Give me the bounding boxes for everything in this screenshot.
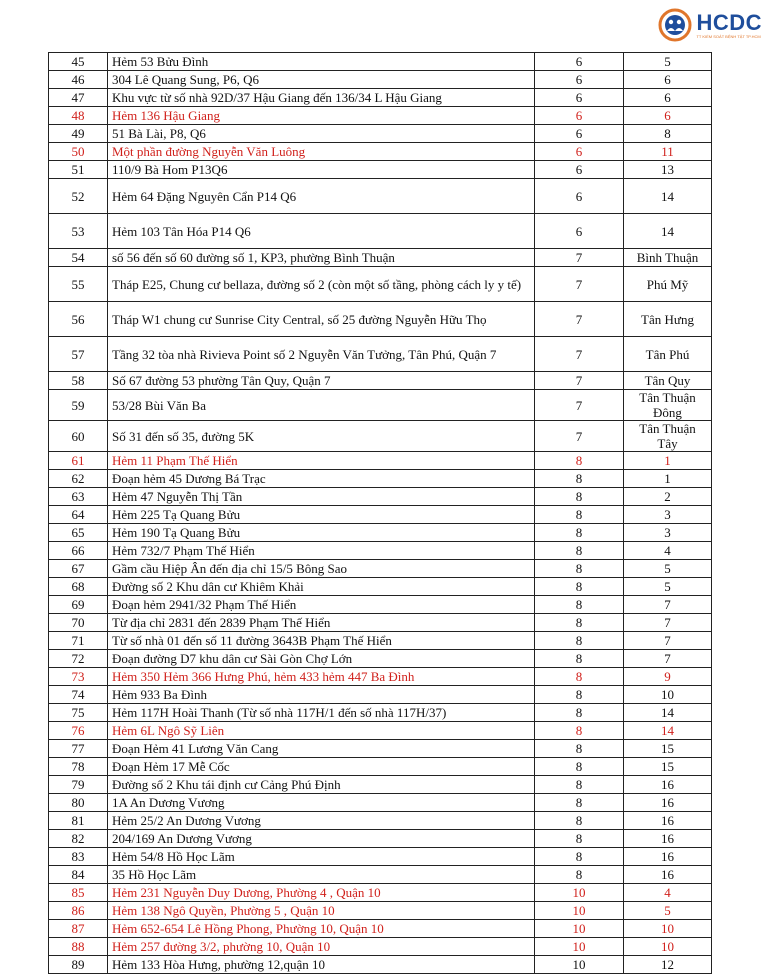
- district-cell: 7: [535, 390, 624, 421]
- ward-cell: 16: [624, 812, 712, 830]
- location-cell: Hẻm 103 Tân Hóa P14 Q6: [108, 214, 535, 249]
- location-cell: Hẻm 54/8 Hồ Học Lãm: [108, 848, 535, 866]
- location-cell: Số 67 đường 53 phường Tân Quy, Quận 7: [108, 372, 535, 390]
- district-cell: 8: [535, 686, 624, 704]
- table-row: [49, 421, 712, 452]
- ward-cell: 10: [624, 686, 712, 704]
- district-cell: 7: [535, 421, 624, 452]
- row-number-cell: 50: [49, 143, 108, 161]
- ward-cell: 2: [624, 488, 712, 506]
- table-row: [49, 470, 712, 488]
- district-cell: 8: [535, 758, 624, 776]
- district-cell: 6: [535, 143, 624, 161]
- ward-cell: 5: [624, 560, 712, 578]
- ward-cell: 7: [624, 596, 712, 614]
- district-cell: 8: [535, 704, 624, 722]
- table-row: [49, 506, 712, 524]
- table-row: [49, 390, 712, 421]
- ward-cell: 14: [624, 179, 712, 214]
- location-cell: số 56 đến số 60 đường số 1, KP3, phường Bình Thuận: [108, 249, 535, 267]
- district-cell: 7: [535, 267, 624, 302]
- table-row: [49, 740, 712, 758]
- row-number-cell: 60: [49, 421, 108, 452]
- location-cell: 304 Lê Quang Sung, P6, Q6: [108, 71, 535, 89]
- row-number-cell: 45: [49, 53, 108, 71]
- district-cell: 8: [535, 596, 624, 614]
- location-cell: Tháp E25, Chung cư bellaza, đường số 2 (còn một số tầng, phòng cách ly y tế): [108, 267, 535, 302]
- ward-cell: 15: [624, 758, 712, 776]
- ward-cell: 5: [624, 902, 712, 920]
- table-row: [49, 668, 712, 686]
- district-cell: 6: [535, 107, 624, 125]
- table-row: [49, 71, 712, 89]
- ward-cell: 16: [624, 830, 712, 848]
- table-row: [49, 578, 712, 596]
- location-cell: Hẻm 257 đường 3/2, phường 10, Quận 10: [108, 938, 535, 956]
- location-cell: Hẻm 136 Hậu Giang: [108, 107, 535, 125]
- location-cell: Đoạn Hẻm 41 Lương Văn Cang: [108, 740, 535, 758]
- ward-cell: Tân Hưng: [624, 302, 712, 337]
- row-number-cell: 84: [49, 866, 108, 884]
- district-cell: 8: [535, 632, 624, 650]
- table-row: [49, 722, 712, 740]
- district-cell: 8: [535, 542, 624, 560]
- table-row: [49, 488, 712, 506]
- table-row: [49, 956, 712, 974]
- row-number-cell: 83: [49, 848, 108, 866]
- logo-text: HCDC: [696, 9, 762, 35]
- ward-cell: 7: [624, 650, 712, 668]
- ward-cell: 1: [624, 452, 712, 470]
- table-row: [49, 267, 712, 302]
- row-number-cell: 75: [49, 704, 108, 722]
- ward-cell: 14: [624, 722, 712, 740]
- hcdc-emblem-icon: [658, 8, 692, 42]
- location-cell: Từ địa chỉ 2831 đến 2839 Phạm Thế Hiển: [108, 614, 535, 632]
- row-number-cell: 85: [49, 884, 108, 902]
- location-cell: Hẻm 117H Hoài Thanh (Từ số nhà 117H/1 đến số nhà 117H/37): [108, 704, 535, 722]
- row-number-cell: 72: [49, 650, 108, 668]
- table-row: [49, 650, 712, 668]
- row-number-cell: 81: [49, 812, 108, 830]
- row-number-cell: 54: [49, 249, 108, 267]
- table-row: [49, 249, 712, 267]
- location-cell: Hẻm 190 Tạ Quang Bửu: [108, 524, 535, 542]
- row-number-cell: 63: [49, 488, 108, 506]
- ward-cell: Tân Quy: [624, 372, 712, 390]
- ward-cell: 8: [624, 125, 712, 143]
- table-row: [49, 107, 712, 125]
- ward-cell: 5: [624, 53, 712, 71]
- table-row: [49, 161, 712, 179]
- row-number-cell: 87: [49, 920, 108, 938]
- location-cell: Đường số 2 Khu dân cư Khiêm Khải: [108, 578, 535, 596]
- hcdc-logo: [658, 8, 762, 42]
- district-cell: 6: [535, 161, 624, 179]
- district-cell: 8: [535, 848, 624, 866]
- district-cell: 10: [535, 938, 624, 956]
- row-number-cell: 76: [49, 722, 108, 740]
- row-number-cell: 51: [49, 161, 108, 179]
- table-row: [49, 125, 712, 143]
- district-cell: 8: [535, 830, 624, 848]
- location-cell: Hẻm 133 Hòa Hưng, phường 12,quận 10: [108, 956, 535, 974]
- table-row: [49, 143, 712, 161]
- row-number-cell: 46: [49, 71, 108, 89]
- ward-cell: 3: [624, 524, 712, 542]
- location-table: [48, 52, 712, 974]
- table-row: [49, 560, 712, 578]
- location-cell: Hẻm 25/2 An Dương Vương: [108, 812, 535, 830]
- table-row: [49, 302, 712, 337]
- ward-cell: Tân Thuận Đông: [624, 390, 712, 421]
- district-cell: 6: [535, 53, 624, 71]
- ward-cell: 5: [624, 578, 712, 596]
- location-cell: Hẻm 652-654 Lê Hồng Phong, Phường 10, Quận 10: [108, 920, 535, 938]
- district-cell: 10: [535, 884, 624, 902]
- table-row: [49, 89, 712, 107]
- location-cell: Số 31 đến số 35, đường 5K: [108, 421, 535, 452]
- table-row: [49, 214, 712, 249]
- district-cell: 8: [535, 794, 624, 812]
- district-cell: 6: [535, 125, 624, 143]
- row-number-cell: 58: [49, 372, 108, 390]
- row-number-cell: 80: [49, 794, 108, 812]
- table-row: [49, 452, 712, 470]
- table-row: [49, 866, 712, 884]
- district-cell: 7: [535, 372, 624, 390]
- district-cell: 10: [535, 956, 624, 974]
- ward-cell: 6: [624, 71, 712, 89]
- location-cell: 204/169 An Dương Vương: [108, 830, 535, 848]
- row-number-cell: 77: [49, 740, 108, 758]
- row-number-cell: 62: [49, 470, 108, 488]
- row-number-cell: 78: [49, 758, 108, 776]
- district-cell: 8: [535, 740, 624, 758]
- row-number-cell: 67: [49, 560, 108, 578]
- table-row: [49, 686, 712, 704]
- table-row: [49, 372, 712, 390]
- row-number-cell: 47: [49, 89, 108, 107]
- location-cell: Khu vực từ số nhà 92D/37 Hậu Giang đến 136/34 L Hậu Giang: [108, 89, 535, 107]
- ward-cell: 13: [624, 161, 712, 179]
- row-number-cell: 89: [49, 956, 108, 974]
- table-row: [49, 179, 712, 214]
- district-cell: 8: [535, 506, 624, 524]
- district-cell: 6: [535, 214, 624, 249]
- row-number-cell: 79: [49, 776, 108, 794]
- row-number-cell: 70: [49, 614, 108, 632]
- row-number-cell: 69: [49, 596, 108, 614]
- location-cell: Gầm cầu Hiệp Ân đến địa chỉ 15/5 Bông Sao: [108, 560, 535, 578]
- row-number-cell: 52: [49, 179, 108, 214]
- ward-cell: 11: [624, 143, 712, 161]
- table-row: [49, 848, 712, 866]
- district-cell: 6: [535, 71, 624, 89]
- table-row: [49, 830, 712, 848]
- location-cell: 51 Bà Lài, P8, Q6: [108, 125, 535, 143]
- table-row: [49, 524, 712, 542]
- district-cell: 10: [535, 902, 624, 920]
- district-cell: 8: [535, 668, 624, 686]
- location-cell: Hẻm 225 Tạ Quang Bửu: [108, 506, 535, 524]
- table-row: [49, 542, 712, 560]
- row-number-cell: 66: [49, 542, 108, 560]
- table-row: [49, 53, 712, 71]
- district-cell: 7: [535, 337, 624, 372]
- row-number-cell: 48: [49, 107, 108, 125]
- row-number-cell: 86: [49, 902, 108, 920]
- district-cell: 7: [535, 249, 624, 267]
- table-row: [49, 920, 712, 938]
- location-cell: Đoạn đường D7 khu dân cư Sài Gòn Chợ Lớn: [108, 650, 535, 668]
- location-cell: Đoạn hẻm 45 Dương Bá Trạc: [108, 470, 535, 488]
- table-row: [49, 776, 712, 794]
- ward-cell: 6: [624, 107, 712, 125]
- ward-cell: Tân Phú: [624, 337, 712, 372]
- location-cell: 1A An Dương Vương: [108, 794, 535, 812]
- location-cell: Đoạn hẻm 2941/32 Phạm Thế Hiển: [108, 596, 535, 614]
- ward-cell: 6: [624, 89, 712, 107]
- location-cell: Một phần đường Nguyễn Văn Luông: [108, 143, 535, 161]
- location-cell: Hẻm 138 Ngô Quyền, Phường 5 , Quận 10: [108, 902, 535, 920]
- ward-cell: 16: [624, 776, 712, 794]
- row-number-cell: 65: [49, 524, 108, 542]
- district-cell: 8: [535, 866, 624, 884]
- ward-cell: 15: [624, 740, 712, 758]
- location-cell: Hẻm 231 Nguyễn Duy Dương, Phường 4 , Quận 10: [108, 884, 535, 902]
- location-cell: Hẻm 6L Ngô Sỹ Liên: [108, 722, 535, 740]
- row-number-cell: 56: [49, 302, 108, 337]
- location-cell: Đoạn Hẻm 17 Mễ Cốc: [108, 758, 535, 776]
- ward-cell: 12: [624, 956, 712, 974]
- location-cell: 110/9 Bà Hom P13Q6: [108, 161, 535, 179]
- ward-cell: 7: [624, 632, 712, 650]
- row-number-cell: 55: [49, 267, 108, 302]
- ward-cell: 1: [624, 470, 712, 488]
- district-cell: 8: [535, 776, 624, 794]
- row-number-cell: 74: [49, 686, 108, 704]
- location-cell: Hẻm 11 Phạm Thế Hiển: [108, 452, 535, 470]
- district-cell: 8: [535, 812, 624, 830]
- district-cell: 6: [535, 179, 624, 214]
- row-number-cell: 49: [49, 125, 108, 143]
- ward-cell: 10: [624, 938, 712, 956]
- row-number-cell: 57: [49, 337, 108, 372]
- district-cell: 8: [535, 524, 624, 542]
- ward-cell: Tân Thuận Tây: [624, 421, 712, 452]
- table-row: [49, 614, 712, 632]
- ward-cell: 14: [624, 704, 712, 722]
- district-cell: 8: [535, 650, 624, 668]
- location-cell: Đường số 2 Khu tái định cư Cảng Phú Định: [108, 776, 535, 794]
- table-row: [49, 902, 712, 920]
- table-row: [49, 337, 712, 372]
- ward-cell: 16: [624, 848, 712, 866]
- ward-cell: 16: [624, 794, 712, 812]
- location-cell: Từ số nhà 01 đến số 11 đường 3643B Phạm Thế Hiển: [108, 632, 535, 650]
- district-cell: 8: [535, 488, 624, 506]
- district-cell: 7: [535, 302, 624, 337]
- ward-cell: 9: [624, 668, 712, 686]
- location-cell: Tháp W1 chung cư Sunrise City Central, số 25 đường Nguyễn Hữu Thọ: [108, 302, 535, 337]
- district-cell: 8: [535, 578, 624, 596]
- table-row: [49, 794, 712, 812]
- district-cell: 8: [535, 722, 624, 740]
- table-row: [49, 812, 712, 830]
- ward-cell: 14: [624, 214, 712, 249]
- location-cell: Hẻm 53 Bửu Đình: [108, 53, 535, 71]
- ward-cell: 7: [624, 614, 712, 632]
- row-number-cell: 64: [49, 506, 108, 524]
- row-number-cell: 53: [49, 214, 108, 249]
- ward-cell: 3: [624, 506, 712, 524]
- row-number-cell: 71: [49, 632, 108, 650]
- location-cell: Tầng 32 tòa nhà Rivieva Point số 2 Nguyễn Văn Tưởng, Tân Phú, Quận 7: [108, 337, 535, 372]
- table-row: [49, 596, 712, 614]
- table-row: [49, 884, 712, 902]
- table-row: [49, 632, 712, 650]
- district-cell: 8: [535, 470, 624, 488]
- row-number-cell: 73: [49, 668, 108, 686]
- location-cell: Hẻm 64 Đặng Nguyên Cẩn P14 Q6: [108, 179, 535, 214]
- ward-cell: 10: [624, 920, 712, 938]
- district-cell: 8: [535, 560, 624, 578]
- location-cell: 35 Hồ Học Lãm: [108, 866, 535, 884]
- district-cell: 10: [535, 920, 624, 938]
- table-row: [49, 758, 712, 776]
- location-cell: Hẻm 732/7 Phạm Thế Hiển: [108, 542, 535, 560]
- table-row: [49, 938, 712, 956]
- row-number-cell: 59: [49, 390, 108, 421]
- ward-cell: 4: [624, 542, 712, 560]
- logo-subtitle: TT KIỂM SOÁT BỆNH TẬT TP.HCM: [696, 33, 761, 39]
- ward-cell: 16: [624, 866, 712, 884]
- location-cell: 53/28 Bùi Văn Ba: [108, 390, 535, 421]
- row-number-cell: 82: [49, 830, 108, 848]
- table-row: [49, 704, 712, 722]
- district-cell: 6: [535, 89, 624, 107]
- ward-cell: 4: [624, 884, 712, 902]
- location-cell: Hẻm 933 Ba Đình: [108, 686, 535, 704]
- ward-cell: Bình Thuận: [624, 249, 712, 267]
- district-cell: 8: [535, 614, 624, 632]
- row-number-cell: 88: [49, 938, 108, 956]
- row-number-cell: 61: [49, 452, 108, 470]
- row-number-cell: 68: [49, 578, 108, 596]
- table-body: [49, 53, 712, 974]
- district-cell: 8: [535, 452, 624, 470]
- location-cell: Hẻm 350 Hẻm 366 Hưng Phú, hẻm 433 hẻm 447 Ba Đình: [108, 668, 535, 686]
- ward-cell: Phú Mỹ: [624, 267, 712, 302]
- location-cell: Hẻm 47 Nguyễn Thị Tần: [108, 488, 535, 506]
